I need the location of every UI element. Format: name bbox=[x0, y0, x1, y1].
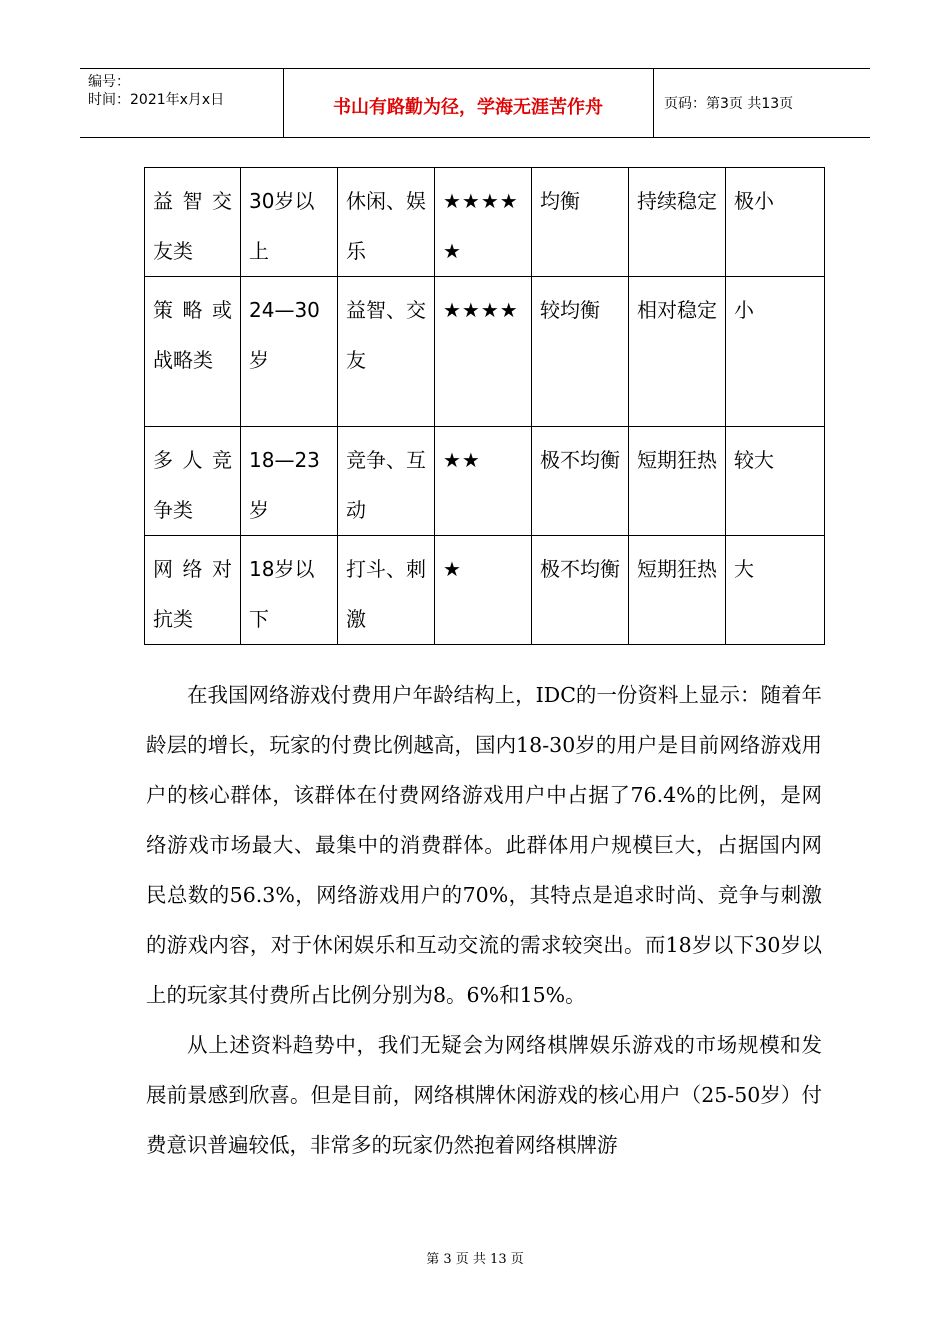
table-cell: 18—23岁 bbox=[241, 427, 338, 536]
header-slogan: 书山有路勤为径，学海无涯苦作舟 bbox=[333, 97, 603, 118]
table-cell: 竞争、互动 bbox=[338, 427, 435, 536]
table-cell: 休闲、娱乐 bbox=[338, 168, 435, 277]
table-cell: ★★★★★ bbox=[435, 168, 532, 277]
body-text bbox=[146, 670, 822, 1170]
table-cell: 短期狂热 bbox=[629, 536, 726, 645]
header-divider bbox=[653, 69, 654, 137]
table-cell: 极不均衡 bbox=[532, 536, 629, 645]
table-cell: ★★ bbox=[435, 427, 532, 536]
table-cell: 较均衡 bbox=[532, 277, 629, 427]
table-cell: 极小 bbox=[726, 168, 825, 277]
game-type-table bbox=[144, 167, 825, 645]
table-row bbox=[145, 277, 825, 427]
header-page-info: 页码：第3页 共13页 bbox=[664, 96, 794, 112]
table-cell: 策略或战略类 bbox=[145, 277, 241, 427]
table-cell: 短期狂热 bbox=[629, 427, 726, 536]
table-cell: 均衡 bbox=[532, 168, 629, 277]
table-row bbox=[145, 168, 825, 277]
table-cell: 18岁以下 bbox=[241, 536, 338, 645]
table-cell: 较大 bbox=[726, 427, 825, 536]
table-row bbox=[145, 427, 825, 536]
date-line: 时间：2021年x月x日 bbox=[88, 92, 225, 108]
code-label: 编号： bbox=[88, 74, 130, 90]
table-cell: 网络对抗类 bbox=[145, 536, 241, 645]
table-cell: ★ bbox=[435, 536, 532, 645]
table-cell: 小 bbox=[726, 277, 825, 427]
page-footer: 第 3 页 共 13 页 bbox=[426, 1252, 524, 1267]
table-cell: 大 bbox=[726, 536, 825, 645]
table-cell: 打斗、刺激 bbox=[338, 536, 435, 645]
paragraph: 在我国网络游戏付费用户年龄结构上，IDC的一份资料上显示：随着年龄层的增长，玩家的付费比例越高，国内18-30岁的用户是目前网络游戏用户的核心群体，该群体在付费网络游戏用户中占据了76.4%的比例，是网络游戏市场最大、最集中的消费群体。此群体用户规模巨大，占据国内网民总数的56.3%，网络游戏用户的70%，其特点是追求时尚、竞争与刺激的游戏内容，对于休闲娱乐和互动交流的需求较突出。而18岁以下30岁以上的玩家其付费所占比例分别为8。6%和15%。 bbox=[146, 683, 822, 1007]
table-cell: 益智交友类 bbox=[145, 168, 241, 277]
table-cell: 多人竞争类 bbox=[145, 427, 241, 536]
header-meta bbox=[88, 73, 224, 109]
table-row bbox=[145, 536, 825, 645]
table-cell: 相对稳定 bbox=[629, 277, 726, 427]
table-cell: 24—30岁 bbox=[241, 277, 338, 427]
table-cell: 30岁以上 bbox=[241, 168, 338, 277]
table-cell: 极不均衡 bbox=[532, 427, 629, 536]
table-cell: 持续稳定 bbox=[629, 168, 726, 277]
paragraph: 从上述资料趋势中，我们无疑会为网络棋牌娱乐游戏的市场规模和发展前景感到欣喜。但是目前，网络棋牌休闲游戏的核心用户（25-50岁）付费意识普遍较低，非常多的玩家仍然抱着网络棋牌游 bbox=[146, 1033, 822, 1157]
table-cell: 益智、交友 bbox=[338, 277, 435, 427]
table-cell: ★★★★ bbox=[435, 277, 532, 427]
page-header bbox=[80, 68, 870, 138]
